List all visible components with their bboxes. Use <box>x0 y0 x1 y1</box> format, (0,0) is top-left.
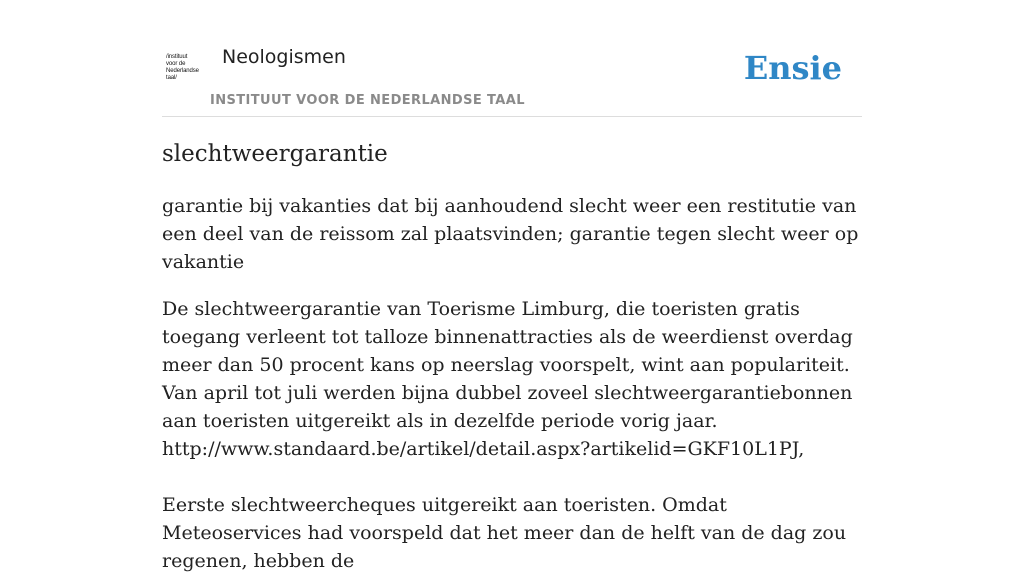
spacer <box>162 463 862 491</box>
logo-line: taal/ <box>166 75 177 81</box>
entry-content <box>162 138 862 575</box>
logo-line: voor de <box>166 61 186 67</box>
source-url: http://www.standaard.be/artikel/detail.aspx?artikelid=GKF10L1PJ, <box>162 438 805 460</box>
definition-text: garantie bij vakanties dat bij aanhoudend slecht weer een restitutie van een deel van de reissom zal plaatsvinden; garantie tegen slecht weer op vakantie <box>162 195 859 273</box>
quote-text: De slechtweergarantie van Toerisme Limburg, die toeristen gratis toegang verleent tot talloze binnenattracties als de weerdienst overdag meer dan 50 procent kans op neerslag voorspelt, wint aan populariteit. Van april tot juli werden bijna dubbel zoveel slechtweergarantiebonnen aan toeristen uitgereikt als in dezelfde periode vorig jaar. <box>162 298 853 432</box>
logo-line: Nederlandse <box>166 68 199 74</box>
page-title: slechtweergarantie <box>162 141 388 167</box>
logo-line: /instituut <box>166 54 188 60</box>
site-header <box>162 40 862 117</box>
site-name-link[interactable]: Neologismen <box>222 46 346 68</box>
organization-name: INSTITUUT VOOR DE NEDERLANDSE TAAL <box>210 93 525 108</box>
ensie-logo-link[interactable]: Ensie <box>743 49 842 87</box>
quote-text: Eerste slechtweercheques uitgereikt aan toeristen. Omdat Meteoservices had voorspeld dat het meer dan de helft van de dag zou regenen, hebben de <box>162 494 847 572</box>
example-quotes <box>162 295 862 575</box>
institute-logo[interactable] <box>166 54 208 90</box>
